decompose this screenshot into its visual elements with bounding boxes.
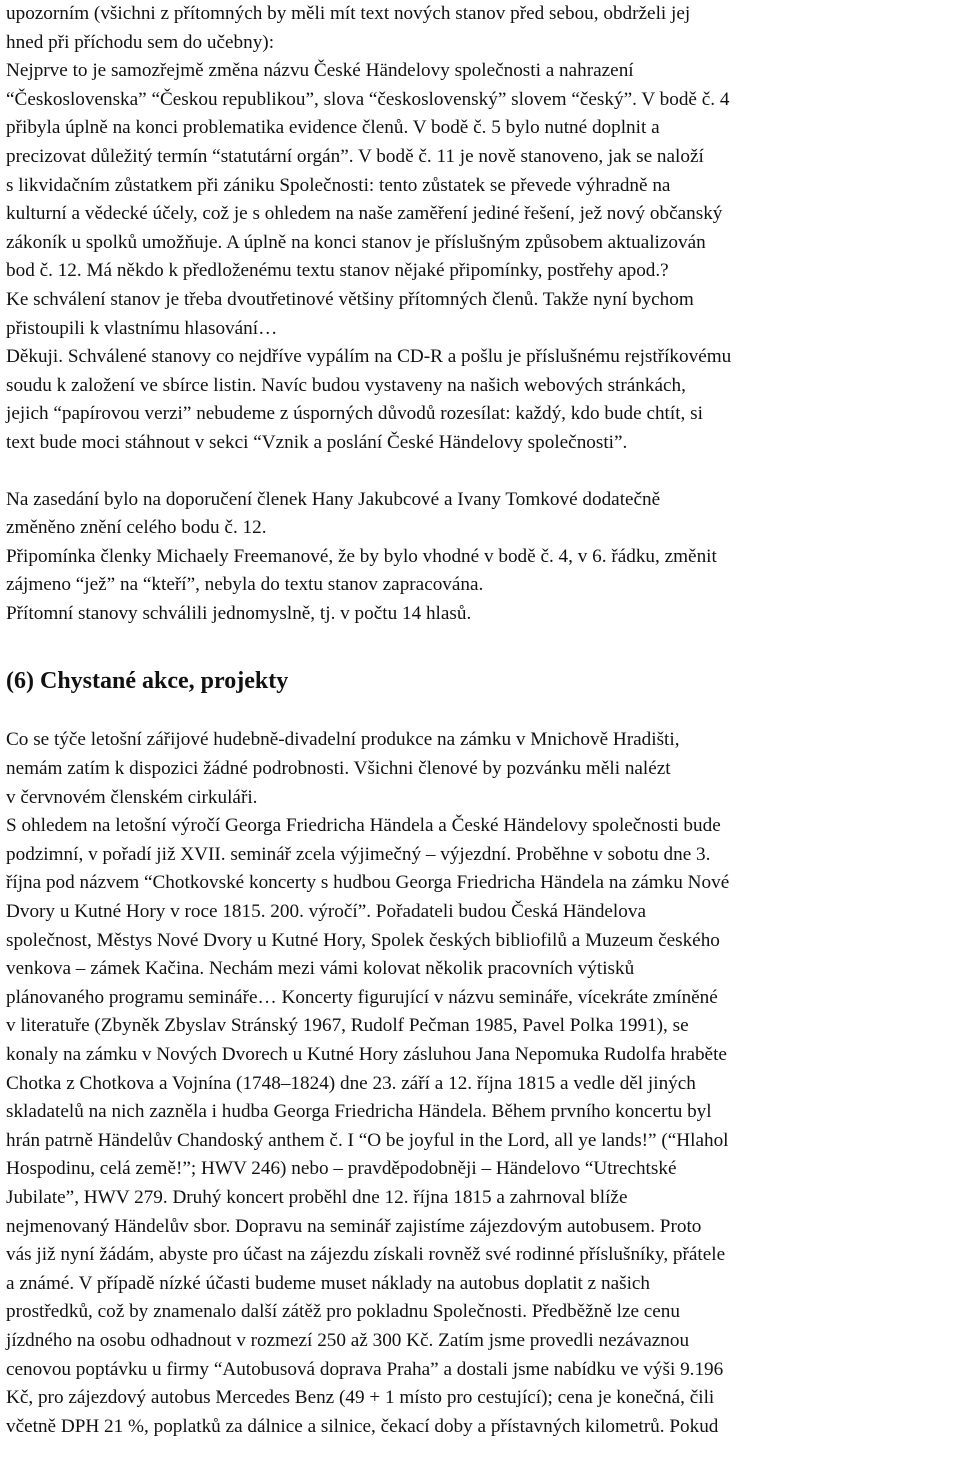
text-line: precizovat důležitý termín “statutární orgán”. V bodě č. 11 je nově stanoveno, jak se naloží xyxy=(6,145,704,167)
text-line: Připomínka členky Michaely Freemanové, že by bylo vhodné v bodě č. 4, v 6. řádku, změnit xyxy=(6,545,717,567)
text-line: nejmenovaný Händelův sbor. Dopravu na seminář zajistíme zájezdovým autobusem. Proto xyxy=(6,1215,702,1237)
text-line: jízdného na osobu odhadnout v rozmezí 250 až 300 Kč. Zatím jsme provedli nezávaznou xyxy=(6,1329,690,1351)
text-line: S ohledem na letošní výročí Georga Friedricha Händela a České Händelovy společnosti bude xyxy=(6,815,721,837)
text-line: “Československa” “Českou republikou”, slova “československý” slovem “český”. V bodě č. 4 xyxy=(6,88,730,110)
text-line: soudu k založení ve sbírce listin. Navíc budou vystaveny na našich webových stránkách, xyxy=(6,374,686,396)
section-heading: (6) Chystané akce, projekty xyxy=(6,668,289,695)
text-line: Ke schválení stanov je třeba dvoutřetinové většiny přítomných členů. Takže nyní bychom xyxy=(6,288,694,310)
text-line: v literatuře (Zbyněk Zbyslav Stránský 1967, Rudolf Pečman 1985, Pavel Polka 1991), se xyxy=(6,1015,689,1037)
text-line: hrán patrně Händelův Chandoský anthem č. I “O be joyful in the Lord, all ye lands!” (“Hlahol xyxy=(6,1129,729,1151)
text-line: skladatelů na nich zazněla i hudba Georga Friedricha Händela. Během prvního koncertu byl xyxy=(6,1101,712,1123)
text-line: Na zasedání bylo na doporučení členek Hany Jakubcové a Ivany Tomkové dodatečně xyxy=(6,488,661,510)
text-line: zájmeno “jež” na “kteří”, nebyla do textu stanov zapracována. xyxy=(6,574,484,596)
paragraph-planned-events xyxy=(6,726,956,1441)
text-line: Děkuji. Schválené stanovy co nejdříve vypálím na CD-R a pošlu je příslušnému rejstříkovému xyxy=(6,346,732,368)
text-line: a známé. V případě nízké účasti budeme muset náklady na autobus doplatit z našich xyxy=(6,1272,651,1294)
text-line: text bude moci stáhnout v sekci “Vznik a poslání České Händelovy společnosti”. xyxy=(6,431,628,453)
text-line: konaly na zámku v Nových Dvorech u Kutné Hory zásluhou Jana Nepomuka Rudolfa hraběte xyxy=(6,1044,727,1065)
text-line: přibyla úplně na konci problematika evidence členů. V bodě č. 5 bylo nutné doplnit a xyxy=(6,117,660,139)
text-line: Kč, pro zájezdový autobus Mercedes Benz (49 + 1 místo pro cestující); cena je konečná, čili xyxy=(6,1387,715,1409)
text-line: nemám zatím k dispozici žádné podrobnosti. Všichni členové by pozvánku měli nalézt xyxy=(6,758,671,780)
document-page xyxy=(6,0,956,1441)
text-line: společnost, Městys Nové Dvory u Kutné Hory, Spolek českých bibliofilů a Muzeum českého xyxy=(6,929,720,951)
paragraph-spacer xyxy=(6,628,956,656)
text-line: přistoupili k vlastnímu hlasování… xyxy=(6,317,278,339)
text-line: prostředků, což by znamenalo další zátěž pro pokladnu Společnosti. Předběžně lze cenu xyxy=(6,1301,680,1323)
text-line: podzimní, v pořadí již XVII. seminář zcela výjimečný – výjezdní. Proběhne v sobotu dne 3. xyxy=(6,843,711,865)
text-line: jejich “papírovou verzi” nebudeme z úsporných důvodů rozesílat: každý, kdo bude chtít, si xyxy=(6,403,703,425)
text-line: zákoník u spolků umožňuje. A úplně na konci stanov je příslušným způsobem aktualizován xyxy=(6,231,706,253)
text-line: hned při příchodu sem do učebny): xyxy=(6,31,275,53)
text-line: Přítomní stanovy schválili jednomyslně, tj. v počtu 14 hlasů. xyxy=(6,602,472,624)
paragraph-statutes-changes xyxy=(6,0,956,458)
text-line: Co se týče letošní zářijové hudebně-divadelní produkce na zámku v Mnichově Hradišti, xyxy=(6,729,680,751)
paragraph-spacer xyxy=(6,458,956,486)
text-line: Dvory u Kutné Hory v roce 1815. 200. výročí”. Pořadateli budou Česká Händelova xyxy=(6,901,646,923)
text-line: upozorním (všichni z přítomných by měli mít text nových stanov před sebou, obdrželi jej xyxy=(6,3,691,24)
text-line: plánovaného programu semináře… Koncerty figurující v názvu semináře, vícekráte zmíněné xyxy=(6,986,718,1008)
text-line: Hospodinu, celá země!”; HWV 246) nebo – pravděpodobněji – Händelovo “Utrechtské xyxy=(6,1158,677,1180)
text-line: Jubilate”, HWV 279. Druhý koncert proběhl dne 12. října 1815 a zahrnoval blíže xyxy=(6,1186,628,1208)
text-line: Chotka z Chotkova a Vojnína (1748–1824) dne 23. září a 12. října 1815 a vedle děl jiných xyxy=(6,1072,696,1094)
text-line: kulturní a vědecké účely, což je s ohledem na naše zaměření jediné řešení, jež nový občanský xyxy=(6,203,723,225)
paragraph-meeting-result xyxy=(6,486,956,629)
text-line: cenovou poptávku u firmy “Autobusová doprava Praha” a dostali jsme nabídku ve výši 9.196 xyxy=(6,1358,724,1380)
text-line: října pod názvem “Chotkovské koncerty s hudbou Georga Friedricha Händela na zámku Nové xyxy=(6,872,730,894)
text-line: bod č. 12. Má někdo k předloženému textu stanov nějaké připomínky, postřehy apod.? xyxy=(6,260,669,282)
text-line: venkova – zámek Kačina. Nechám mezi vámi kolovat několik pracovních výtisků xyxy=(6,958,635,980)
text-line: včetně DPH 21 %, poplatků za dálnice a silnice, čekací doby a přístavných kilometrů. Pokud xyxy=(6,1415,719,1437)
text-line: s likvidačním zůstatkem při zániku Společnosti: tento zůstatek se převede výhradně na xyxy=(6,174,671,196)
text-line: změněno znění celého bodu č. 12. xyxy=(6,517,267,539)
text-line: Nejprve to je samozřejmě změna názvu České Händelovy společnosti a nahrazení xyxy=(6,60,634,82)
text-line: v červnovém členském cirkuláři. xyxy=(6,786,258,808)
text-line: vás již nyní žádám, abyste pro účast na zájezdu získali rovněž své rodinné příslušníky, přátele xyxy=(6,1244,726,1266)
